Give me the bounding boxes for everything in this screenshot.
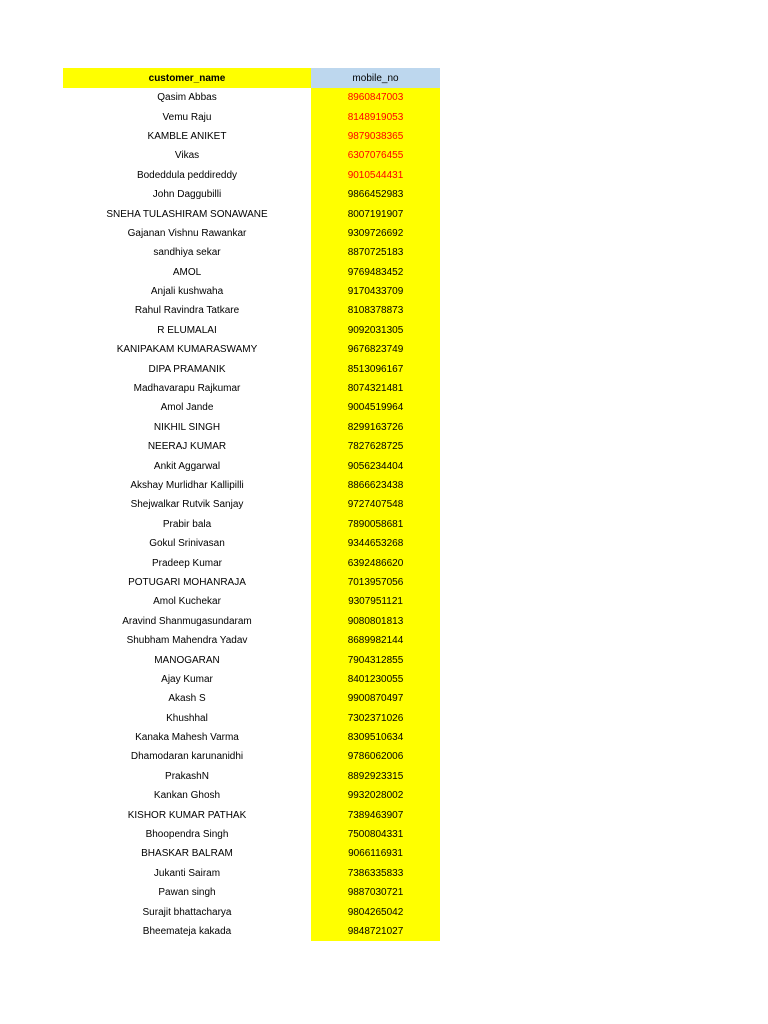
customer-name-cell[interactable]: Amol Kuchekar (153, 596, 221, 608)
mobile-no-cell[interactable]: 9004519964 (311, 398, 440, 417)
customer-name-cell[interactable]: DIPA PRAMANIK (148, 363, 226, 375)
customer-name-cell[interactable]: John Daggubilli (152, 189, 222, 201)
mobile-no-cell[interactable]: 7389463907 (311, 805, 440, 824)
mobile-no-cell[interactable]: 7013957056 (311, 573, 440, 592)
mobile-no-cell[interactable]: 8299163726 (311, 418, 440, 437)
mobile-no-cell[interactable]: 9879038365 (311, 127, 440, 146)
customer-name-cell[interactable]: PrakashN (165, 770, 209, 782)
customer-name-cell[interactable]: KANIPAKAM KUMARASWAMY (116, 344, 258, 356)
mobile-no-cell[interactable]: 7904312855 (311, 650, 440, 669)
mobile-no-cell[interactable]: 9887030721 (311, 883, 440, 902)
customer-name-cell[interactable]: Kankan Ghosh (153, 790, 221, 802)
mobile-no-cell[interactable]: 7302371026 (311, 709, 440, 728)
table-row (63, 166, 440, 185)
mobile-no-cell[interactable]: 7827628725 (311, 437, 440, 456)
table-row (63, 573, 440, 592)
mobile-no-cell[interactable]: 8866623438 (311, 476, 440, 495)
table-row (63, 321, 440, 340)
customer-name-cell[interactable]: Pradeep Kumar (151, 557, 223, 569)
mobile-no-cell[interactable]: 9676823749 (311, 340, 440, 359)
table-row (63, 612, 440, 631)
customer-name-cell[interactable]: Ankit Aggarwal (153, 460, 221, 472)
mobile-no-cell[interactable]: 8870725183 (311, 243, 440, 262)
customer-name-cell[interactable]: KISHOR KUMAR PATHAK (127, 809, 247, 821)
mobile-no-cell[interactable]: 8108378873 (311, 301, 440, 320)
mobile-no-cell[interactable]: 9010544431 (311, 166, 440, 185)
customer-name-cell[interactable]: Vemu Raju (162, 111, 212, 123)
table-row (63, 379, 440, 398)
mobile-no-cell[interactable]: 9786062006 (311, 747, 440, 766)
mobile-no-header[interactable]: mobile_no (311, 68, 440, 88)
mobile-no-cell[interactable]: 9848721027 (311, 922, 440, 941)
table-header-row (63, 68, 440, 88)
table-row (63, 864, 440, 883)
customer-name-cell[interactable]: Pawan singh (158, 887, 216, 899)
table-row (63, 224, 440, 243)
table-row (63, 844, 440, 863)
mobile-no-cell[interactable]: 9804265042 (311, 902, 440, 921)
table-row (63, 359, 440, 378)
table-row (63, 825, 440, 844)
table-row (63, 204, 440, 223)
customer-name-cell[interactable]: BHASKAR BALRAM (141, 848, 233, 860)
customer-name-cell[interactable]: Bhoopendra Singh (145, 829, 229, 841)
table-row (63, 437, 440, 456)
mobile-no-cell[interactable]: 9092031305 (311, 321, 440, 340)
table-row (63, 282, 440, 301)
customer-name-cell[interactable]: Akshay Murlidhar Kallipilli (130, 480, 244, 491)
table-row (63, 340, 440, 359)
table-row (63, 185, 440, 204)
customer-name-cell[interactable]: Kanaka Mahesh Varma (135, 732, 239, 744)
customer-name-cell[interactable]: Anjali kushwaha (150, 286, 224, 298)
table-row (63, 786, 440, 805)
customer-name-cell[interactable]: Surajit bhattacharya (142, 906, 232, 918)
customer-name-cell[interactable]: R ELUMALAI (157, 324, 217, 336)
table-row (63, 243, 440, 262)
mobile-no-cell[interactable]: 7890058681 (311, 515, 440, 534)
mobile-no-cell[interactable]: 6307076455 (311, 146, 440, 165)
customer-name-cell[interactable]: Gokul Srinivasan (149, 538, 225, 550)
mobile-no-cell[interactable]: 9170433709 (311, 282, 440, 301)
customer-name-cell[interactable]: Prabir bala (162, 518, 212, 530)
mobile-no-cell[interactable]: 9900870497 (311, 689, 440, 708)
mobile-no-cell[interactable]: 6392486620 (311, 553, 440, 572)
table-row (63, 922, 440, 941)
customer-name-cell[interactable]: KAMBLE ANIKET (147, 130, 227, 142)
customer-name-cell[interactable]: POTUGARI MOHANRAJA (128, 576, 246, 588)
table-row (63, 107, 440, 126)
mobile-no-cell[interactable]: 8309510634 (311, 728, 440, 747)
customer-name-cell[interactable]: Qasim Abbas (157, 92, 217, 104)
mobile-no-cell[interactable]: 8401230055 (311, 670, 440, 689)
table-row (63, 883, 440, 902)
table-row (63, 301, 440, 320)
table-row (63, 709, 440, 728)
table-row (63, 418, 440, 437)
customer-name-cell[interactable]: Vikas (174, 150, 200, 162)
customer-name-cell[interactable]: Madhavarapu Rajkumar (133, 383, 241, 395)
table-row (63, 650, 440, 669)
mobile-no-cell[interactable]: 9769483452 (311, 263, 440, 282)
customer-name-cell[interactable]: Akash S (168, 693, 206, 705)
mobile-no-cell[interactable]: 8892923315 (311, 767, 440, 786)
table-row (63, 689, 440, 708)
table-row (63, 767, 440, 786)
mobile-no-cell[interactable]: 8074321481 (311, 379, 440, 398)
mobile-no-cell[interactable]: 9080801813 (311, 612, 440, 631)
mobile-no-cell[interactable]: 8960847003 (311, 88, 440, 107)
customer-name-cell[interactable]: Shejwalkar Rutvik Sanjay (130, 499, 244, 511)
mobile-no-cell[interactable]: 7500804331 (311, 825, 440, 844)
mobile-no-cell[interactable]: 8148919053 (311, 107, 440, 126)
table-row (63, 127, 440, 146)
customer-name-cell[interactable]: Bheemateja kakada (142, 925, 232, 937)
table-row (63, 263, 440, 282)
table-body (63, 88, 440, 941)
mobile-no-cell[interactable]: 9066116931 (311, 844, 440, 863)
customer-table (63, 68, 440, 941)
customer-name-cell[interactable]: Rahul Ravindra Tatkare (134, 305, 240, 317)
mobile-no-cell[interactable]: 9932028002 (311, 786, 440, 805)
table-row (63, 515, 440, 534)
mobile-no-cell[interactable]: 9309726692 (311, 224, 440, 243)
customer-name-cell[interactable]: Ajay Kumar (161, 673, 213, 685)
mobile-no-cell[interactable]: 7386335833 (311, 864, 440, 883)
table-row (63, 146, 440, 165)
customer-name-cell[interactable]: Jukanti Sairam (153, 867, 221, 879)
table-row (63, 902, 440, 921)
mobile-no-cell[interactable]: 8007191907 (311, 204, 440, 223)
mobile-no-cell[interactable]: 9307951121 (311, 592, 440, 611)
mobile-no-cell[interactable]: 9727407548 (311, 495, 440, 514)
customer-name-cell[interactable]: NEERAJ KUMAR (147, 441, 227, 453)
customer-name-cell[interactable]: Amol Jande (160, 402, 214, 414)
table-row (63, 456, 440, 475)
table-row (63, 553, 440, 572)
customer-name-cell[interactable]: SNEHA TULASHIRAM SONAWANE (106, 208, 268, 220)
table-row (63, 534, 440, 553)
customer-name-cell[interactable]: AMOL (172, 266, 202, 278)
mobile-no-cell[interactable]: 9866452983 (311, 185, 440, 204)
customer-name-cell[interactable]: NIKHIL SINGH (153, 421, 221, 433)
table-row (63, 670, 440, 689)
table-row (63, 398, 440, 417)
mobile-no-cell[interactable]: 9056234404 (311, 456, 440, 475)
table-row (63, 88, 440, 107)
table-row (63, 805, 440, 824)
customer-name-cell[interactable]: MANOGARAN (154, 654, 220, 666)
table-row (63, 631, 440, 650)
table-row (63, 728, 440, 747)
customer-name-cell[interactable]: Shubham Mahendra Yadav (126, 635, 248, 647)
customer-name-cell[interactable]: Aravind Shanmugasundaram (122, 615, 252, 627)
mobile-no-cell[interactable]: 9344653268 (311, 534, 440, 553)
customer-name-cell[interactable]: sandhiya sekar (153, 247, 221, 259)
table-row (63, 747, 440, 766)
mobile-no-cell[interactable]: 8689982144 (311, 631, 440, 650)
table-row (63, 476, 440, 495)
customer-name-cell[interactable]: Dhamodaran karunanidhi (130, 751, 244, 763)
table-row (63, 592, 440, 611)
mobile-no-cell[interactable]: 8513096167 (311, 359, 440, 378)
customer-name-cell[interactable]: Bodeddula peddireddy (136, 169, 238, 181)
customer-name-cell[interactable]: Khushhal (166, 712, 208, 724)
customer-name-header[interactable]: customer_name (63, 68, 311, 88)
customer-name-cell[interactable]: Gajanan Vishnu Rawankar (127, 227, 247, 239)
table-row (63, 495, 440, 514)
